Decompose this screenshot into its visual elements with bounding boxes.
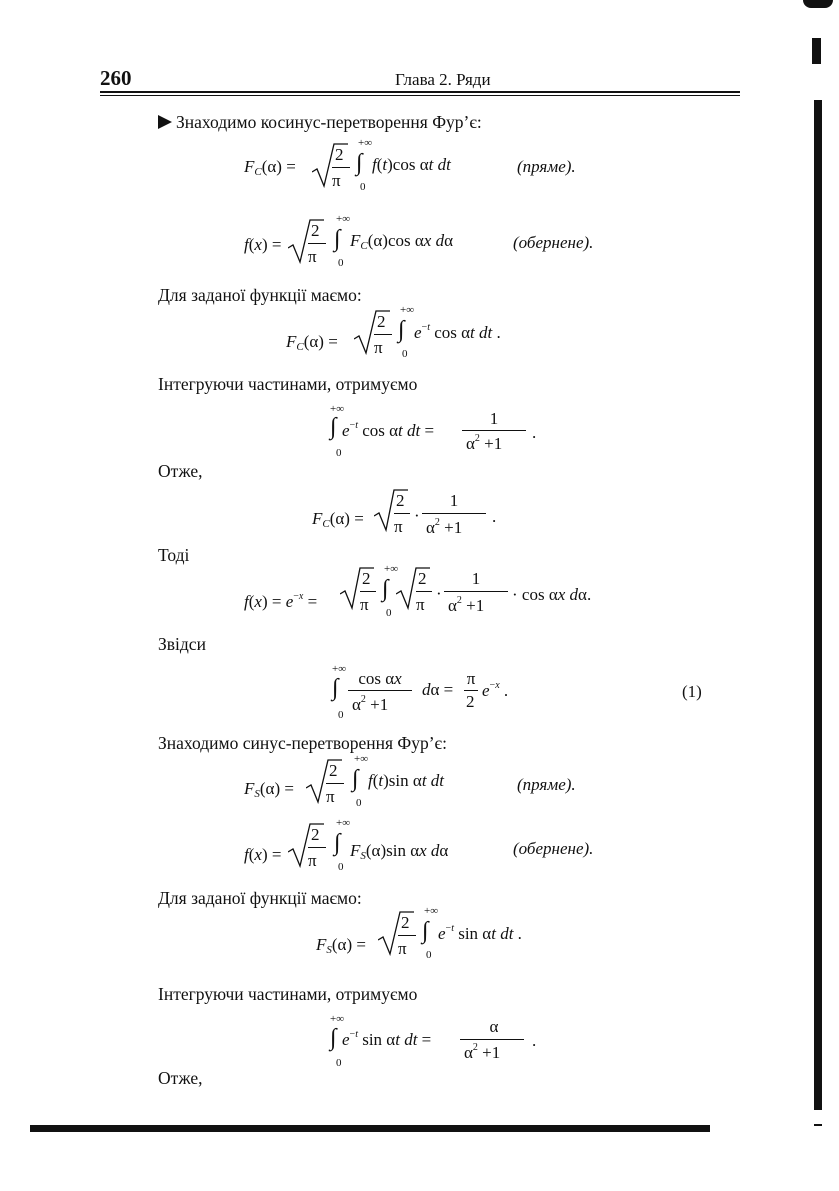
formula-sine-inverse: f(x) = 2 π +∞ ∫ 0 $F_S(\alpha)\sin$ αx dα xyxy=(244,817,449,873)
text-cosine-intro: Знаходимо косинус-перетворення Фур’є: xyxy=(176,112,482,132)
formula-cosine-direct: $F_C(\alpha)$ = 2 π +∞ ∫ 0 f(t)cos αt dt xyxy=(244,137,451,193)
formula-cos-integral: +∞ ∫ 0 $e^{-t}$ cos αt dt = 1 $\alpha^2 +1$ . xyxy=(330,403,537,459)
text-sine-intro: Знаходимо синус-перетворення Фур’є: xyxy=(158,733,447,753)
formula-laplace-integral: +∞ ∫ 0 cos αx $\alpha^2 +1$ dα = π 2 $e^{-x}$ . xyxy=(332,663,509,721)
header-rule-thin xyxy=(100,95,740,96)
text-line-1 xyxy=(158,112,482,133)
text-therefore-1: Отже, xyxy=(158,461,203,481)
text-therefore-2: Отже, xyxy=(158,1068,203,1088)
text-given-function-2: Для заданої функції маємо: xyxy=(158,888,362,908)
text-integrating-by-parts-2: Інтегруючи частинами, отримуємо xyxy=(158,984,418,1004)
note-direct: (пряме). xyxy=(517,157,576,176)
page-number: 260 xyxy=(100,66,132,90)
scan-bottom-bar xyxy=(30,1125,710,1132)
note-inverse-2: (обернене). xyxy=(513,839,594,858)
formula-sine-direct: $F_S(\alpha)$ = 2 π +∞ ∫ 0 f(t)sin αt dt xyxy=(244,753,445,809)
scan-edge-mark xyxy=(803,0,833,8)
scan-edge-mark xyxy=(812,38,821,64)
text-integrating-by-parts: Інтегруючи частинами, отримуємо xyxy=(158,374,418,394)
chapter-title: Глава 2. Ряди xyxy=(395,70,491,89)
text-then: Тоді xyxy=(158,545,190,565)
formula-inverse-substituted: $f(x) = e^{-x}$ = 2 π +∞ ∫ 0 2 π · 1 $\alpha^2 +1$ · cos αx dα. xyxy=(244,563,592,619)
formula-cosine-result: $F_C(\alpha)$ = 2 π · 1 $\alpha^2 +1$ . xyxy=(312,510,532,560)
scan-edge-bar xyxy=(814,100,822,1110)
formula-sin-integral: +∞ ∫ 0 $e^{-t}$ sin αt dt = α $\alpha^2 +1$ . xyxy=(330,1013,537,1069)
formula-cosine-inverse: f(x) = 2 π +∞ ∫ 0 $F_C(\alpha)\cos$ αx dα xyxy=(244,213,453,269)
formula-sine-given: $F_S(\alpha)$ = 2 π +∞ ∫ 0 $e^{-t}$ sin αt dt . xyxy=(316,905,522,961)
text-hence: Звідси xyxy=(158,634,206,654)
text-given-function: Для заданої функції маємо: xyxy=(158,285,362,305)
scan-edge-mark xyxy=(814,1124,822,1126)
note-inverse: (обернене). xyxy=(513,233,594,252)
formula-cosine-given: $F_C(\alpha)$ = 2 π +∞ ∫ 0 $e^{-t}$ cos αt dt . xyxy=(286,304,501,360)
triangle-marker-icon xyxy=(158,115,172,129)
equation-number: (1) xyxy=(682,682,702,701)
note-direct-2: (пряме). xyxy=(517,775,576,794)
header-rule xyxy=(100,91,740,93)
